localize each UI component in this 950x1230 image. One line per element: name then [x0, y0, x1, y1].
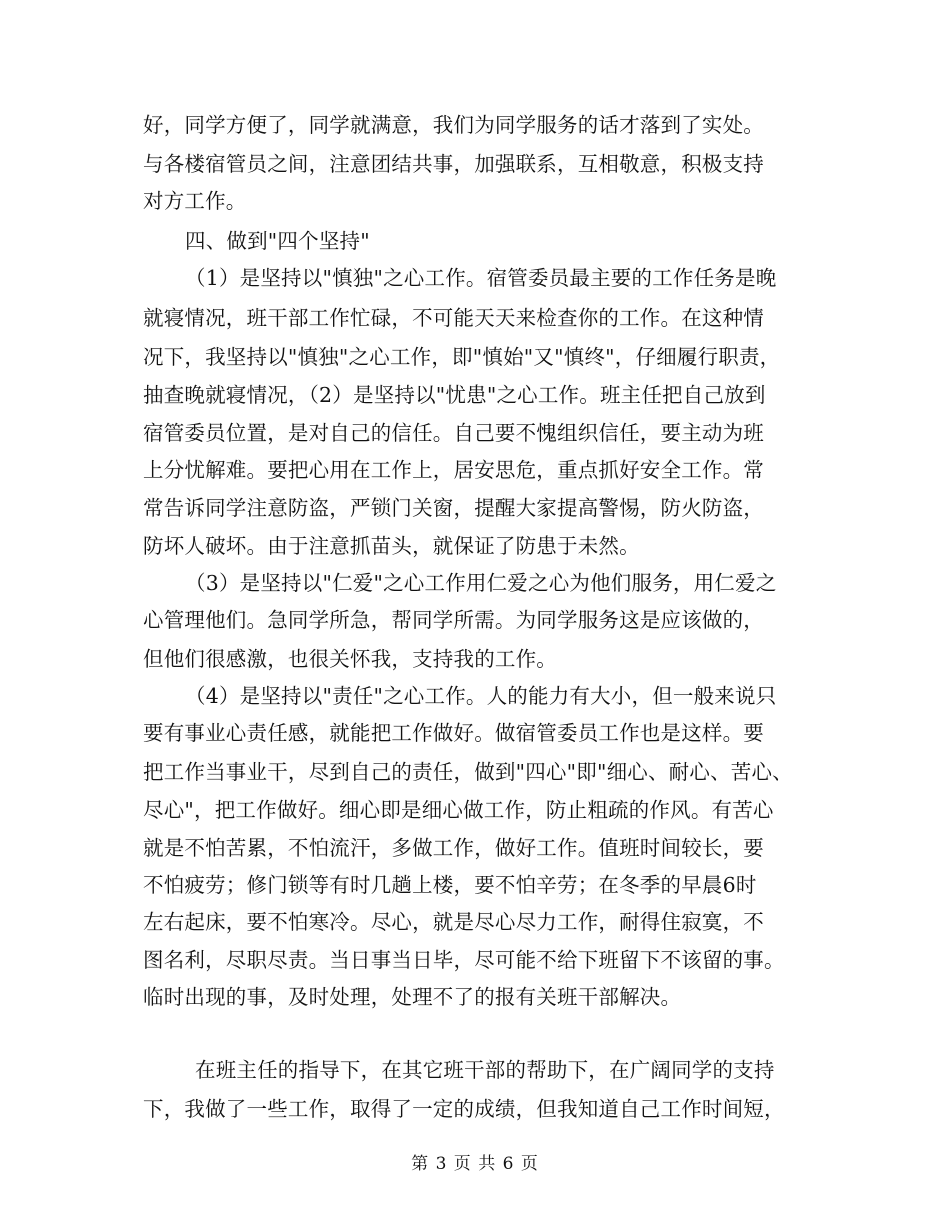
text-line: 抽查晚就寝情况，（2）是坚持以"忧患"之心工作。班主任把自己放到	[143, 383, 766, 407]
text-line: 心管理他们。急同学所急，帮同学所需。为同学服务这是应该做的，	[143, 608, 764, 632]
text-line: （1）是坚持以"慎独"之心工作。宿管委员最主要的工作任务是晚	[185, 266, 777, 290]
text-line: 下，我做了一些工作，取得了一定的成绩，但我知道自己工作时间短，	[143, 1097, 785, 1121]
text-line: 把工作当事业干，尽到自己的责任，做到"四心"即"细心、耐心、苦心、	[143, 760, 793, 784]
text-line: 况下，我坚持以"慎独"之心工作，即"慎始"又"慎终"，仔细履行职责，	[143, 345, 781, 369]
section-heading: 四、做到"四个坚持"	[185, 229, 370, 253]
page-footer: 第 3 页 共 6 页	[411, 1154, 539, 1174]
text-line: 好，同学方便了，同学就满意，我们为同学服务的话才落到了实处。	[143, 113, 764, 137]
text-line: 在班主任的指导下，在其它班干部的帮助下，在广阔同学的支持	[195, 1058, 775, 1082]
text-line: 就寝情况，班干部工作忙碌，不可能天天来检查你的工作。在这种情	[143, 306, 764, 330]
text-line: 不怕疲劳；修门锁等有时几趟上楼，要不怕辛劳；在冬季的早晨6时	[143, 873, 757, 897]
text-line: 要有事业心责任感，就能把工作做好。做宿管委员工作也是这样。要	[143, 721, 764, 745]
text-line: 防坏人破坏。由于注意抓苗头，就保证了防患于未然。	[143, 534, 640, 558]
text-line: 常告诉同学注意防盗，严锁门关窗，提醒大家提高警惕，防火防盗，	[143, 496, 764, 520]
text-line: （4）是坚持以"责任"之心工作。人的能力有大小，但一般来说只	[185, 684, 777, 708]
text-line: （3）是坚持以"仁爱"之心工作用仁爱之心为他们服务，用仁爱之	[185, 571, 777, 595]
text-line: 图名利，尽职尽责。当日事当日毕，尽可能不给下班留下不该留的事。	[143, 948, 785, 972]
text-line: 但他们很感激，也很关怀我，支持我的工作。	[143, 647, 557, 671]
text-line: 对方工作。	[143, 189, 247, 213]
text-line: 宿管委员位置，是对自己的信任。自己要不愧组织信任，要主动为班	[143, 421, 764, 445]
text-line: 就是不怕苦累，不怕流汗，多做工作，做好工作。值班时间较长，要	[143, 836, 764, 860]
text-line: 上分忧解难。要把心用在工作上，居安思危，重点抓好安全工作。常	[143, 458, 764, 482]
text-line: 左右起床，要不怕寒冷。尽心，就是尽心尽力工作，耐得住寂寞，不	[143, 910, 764, 934]
text-line: 与各楼宿管员之间，注意团结共事，加强联系，互相敬意，积极支持	[143, 152, 764, 176]
text-line: 尽心"，把工作做好。细心即是细心做工作，防止粗疏的作风。有苦心	[143, 798, 774, 822]
text-line: 临时出现的事，及时处理，处理不了的报有关班干部解决。	[143, 985, 682, 1009]
